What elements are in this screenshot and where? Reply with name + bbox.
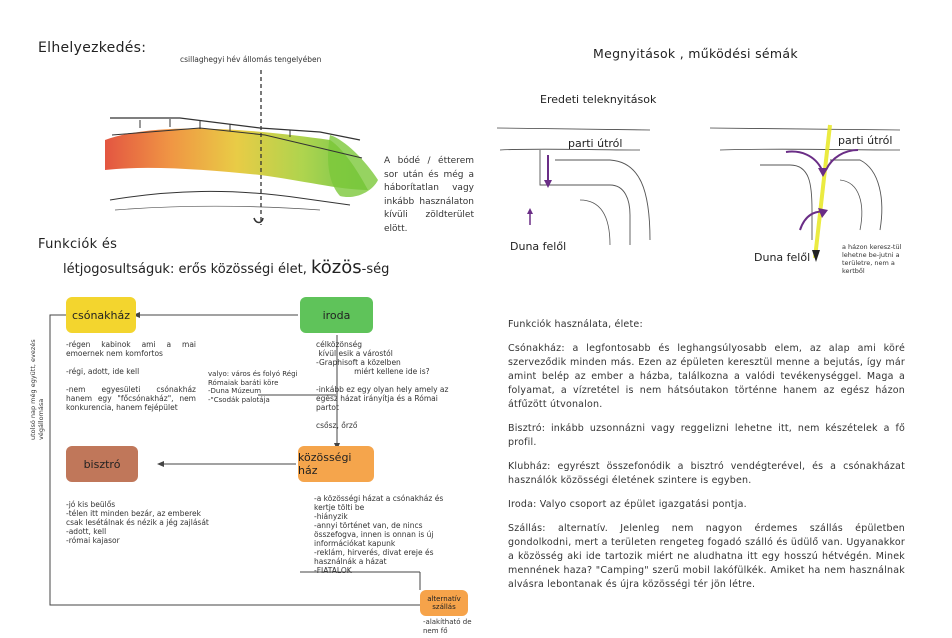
openings-title: Megnyitások , működési sémák: [593, 46, 798, 61]
usage-section: [508, 318, 905, 602]
box-csonakhaz: csónakház: [66, 297, 136, 333]
original-openings-label: Eredeti teleknyitások: [540, 93, 657, 106]
right-note: a házon keresz-tül lehetne be-jutni a területre, nem a kertből: [842, 243, 902, 275]
axis-label: csillaghegyi hév állomás tengelyében: [180, 55, 322, 64]
box-alternativ: alternatív szállás: [420, 590, 468, 616]
functions-title-line2: [63, 257, 389, 278]
functions-title-big: közös: [311, 257, 362, 278]
site-sketch: [105, 70, 378, 225]
csonakhaz-text: -régen kabinok ami a mai emoernek nem komfortos -régi, adott, ide kell -nem egyesületi csónakház hanem egy "főcsónakház", nem konkurencia, hanem fejépület: [66, 340, 196, 412]
left-shore-label: parti útról: [568, 137, 623, 150]
usage-csonakhaz: Csónakház: a legfontosabb és leghangsúlyosabb elem, az alap ami köré szerveződik minden más. Ezen az épületen keresztül menne a bejutás, így már amint belép az ember a házba, találkozna a valódi tevékenységgel. Maga a folyamat, a vízretétel is nem hátsóutakon történne hanem az egész házon átfűzött útvonalon.: [508, 343, 905, 410]
right-danube-label: Duna felől: [754, 251, 811, 264]
box-bisztro: bisztró: [66, 446, 138, 482]
kozossegi-text: -a közösségi házat a csónakház és kertje tölti be -hiányzik -annyi történet van, de nincs összefogva, innen is onnan is új információkat kapunk -reklám, hirverés, divat ereje és használnák a házat -FIATALOK: [314, 494, 444, 575]
bisztro-text: -jó kis beülős -télen itt minden bezár, az emberek csak lesétálnak és nézik a jég zajlását -adott, kell -római kajasor: [66, 500, 209, 545]
box-iroda: iroda: [300, 297, 373, 333]
location-title: Elhelyezkedés:: [38, 40, 147, 56]
functions-title-part-c: -ség: [361, 262, 390, 277]
location-note: A bódé / étterem sor után és még a háborítatlan vagy inkább használaton kívüli zöldterület elött.: [384, 156, 474, 234]
iroda-text: célközönség kívül esik a várostól -Graphisoft a közelben miért kellene ide is? -inkább ez egy olyan hely amely az egész házat irányítja és a Római partot csősz, őrző: [316, 340, 449, 430]
left-danube-label: Duna felől: [510, 240, 567, 253]
functions-title-line1: Funkciók és: [38, 237, 118, 252]
usage-title: Funkciók használata, élete:: [508, 319, 643, 330]
side-note: utolsó nap még együtt, evezés végállomása: [29, 339, 45, 440]
functions-title-part-a: létjogosultságuk: erős közösségi élet,: [63, 262, 307, 277]
box-kozossegi: közösségi ház: [298, 446, 374, 482]
usage-bisztro: Bisztró: inkább uzsonnázni vagy reggelizni lehetne itt, nem készételek a fő profil.: [508, 423, 905, 448]
usage-szallas: Szállás: alternatív. Jelenleg nem nagyon érdemes szállás épületben gondolkodni, mert a területen rengeteg fogadó szálló és üdülő van. Ugyanakkor a közösség aki ide tartozik miért ne aludhatna itt egy hosszú hétvégén. Minek mennének haza? "Camping" szerű mobil lakófülkék. Amiket ha nem használnak alvásra lebontanak és újra közösségi tér jön létre.: [508, 523, 905, 590]
usage-klubhaz: Klubház: egyrészt összefonódik a bisztró vendégterével, és a csónakházat használók közösségi életének szintere is egyben.: [508, 461, 905, 486]
right-shore-label: parti útról: [838, 134, 893, 147]
alternativ-text: -alakítható de nem fő: [423, 618, 474, 635]
middle-text: valyo: város és folyó Régi Rómaiak baráti köre -Duna Múzeum -"Csodák palotája: [208, 370, 298, 404]
usage-iroda: Iroda: Valyo csoport az épület igazgatási pontja.: [508, 499, 747, 510]
